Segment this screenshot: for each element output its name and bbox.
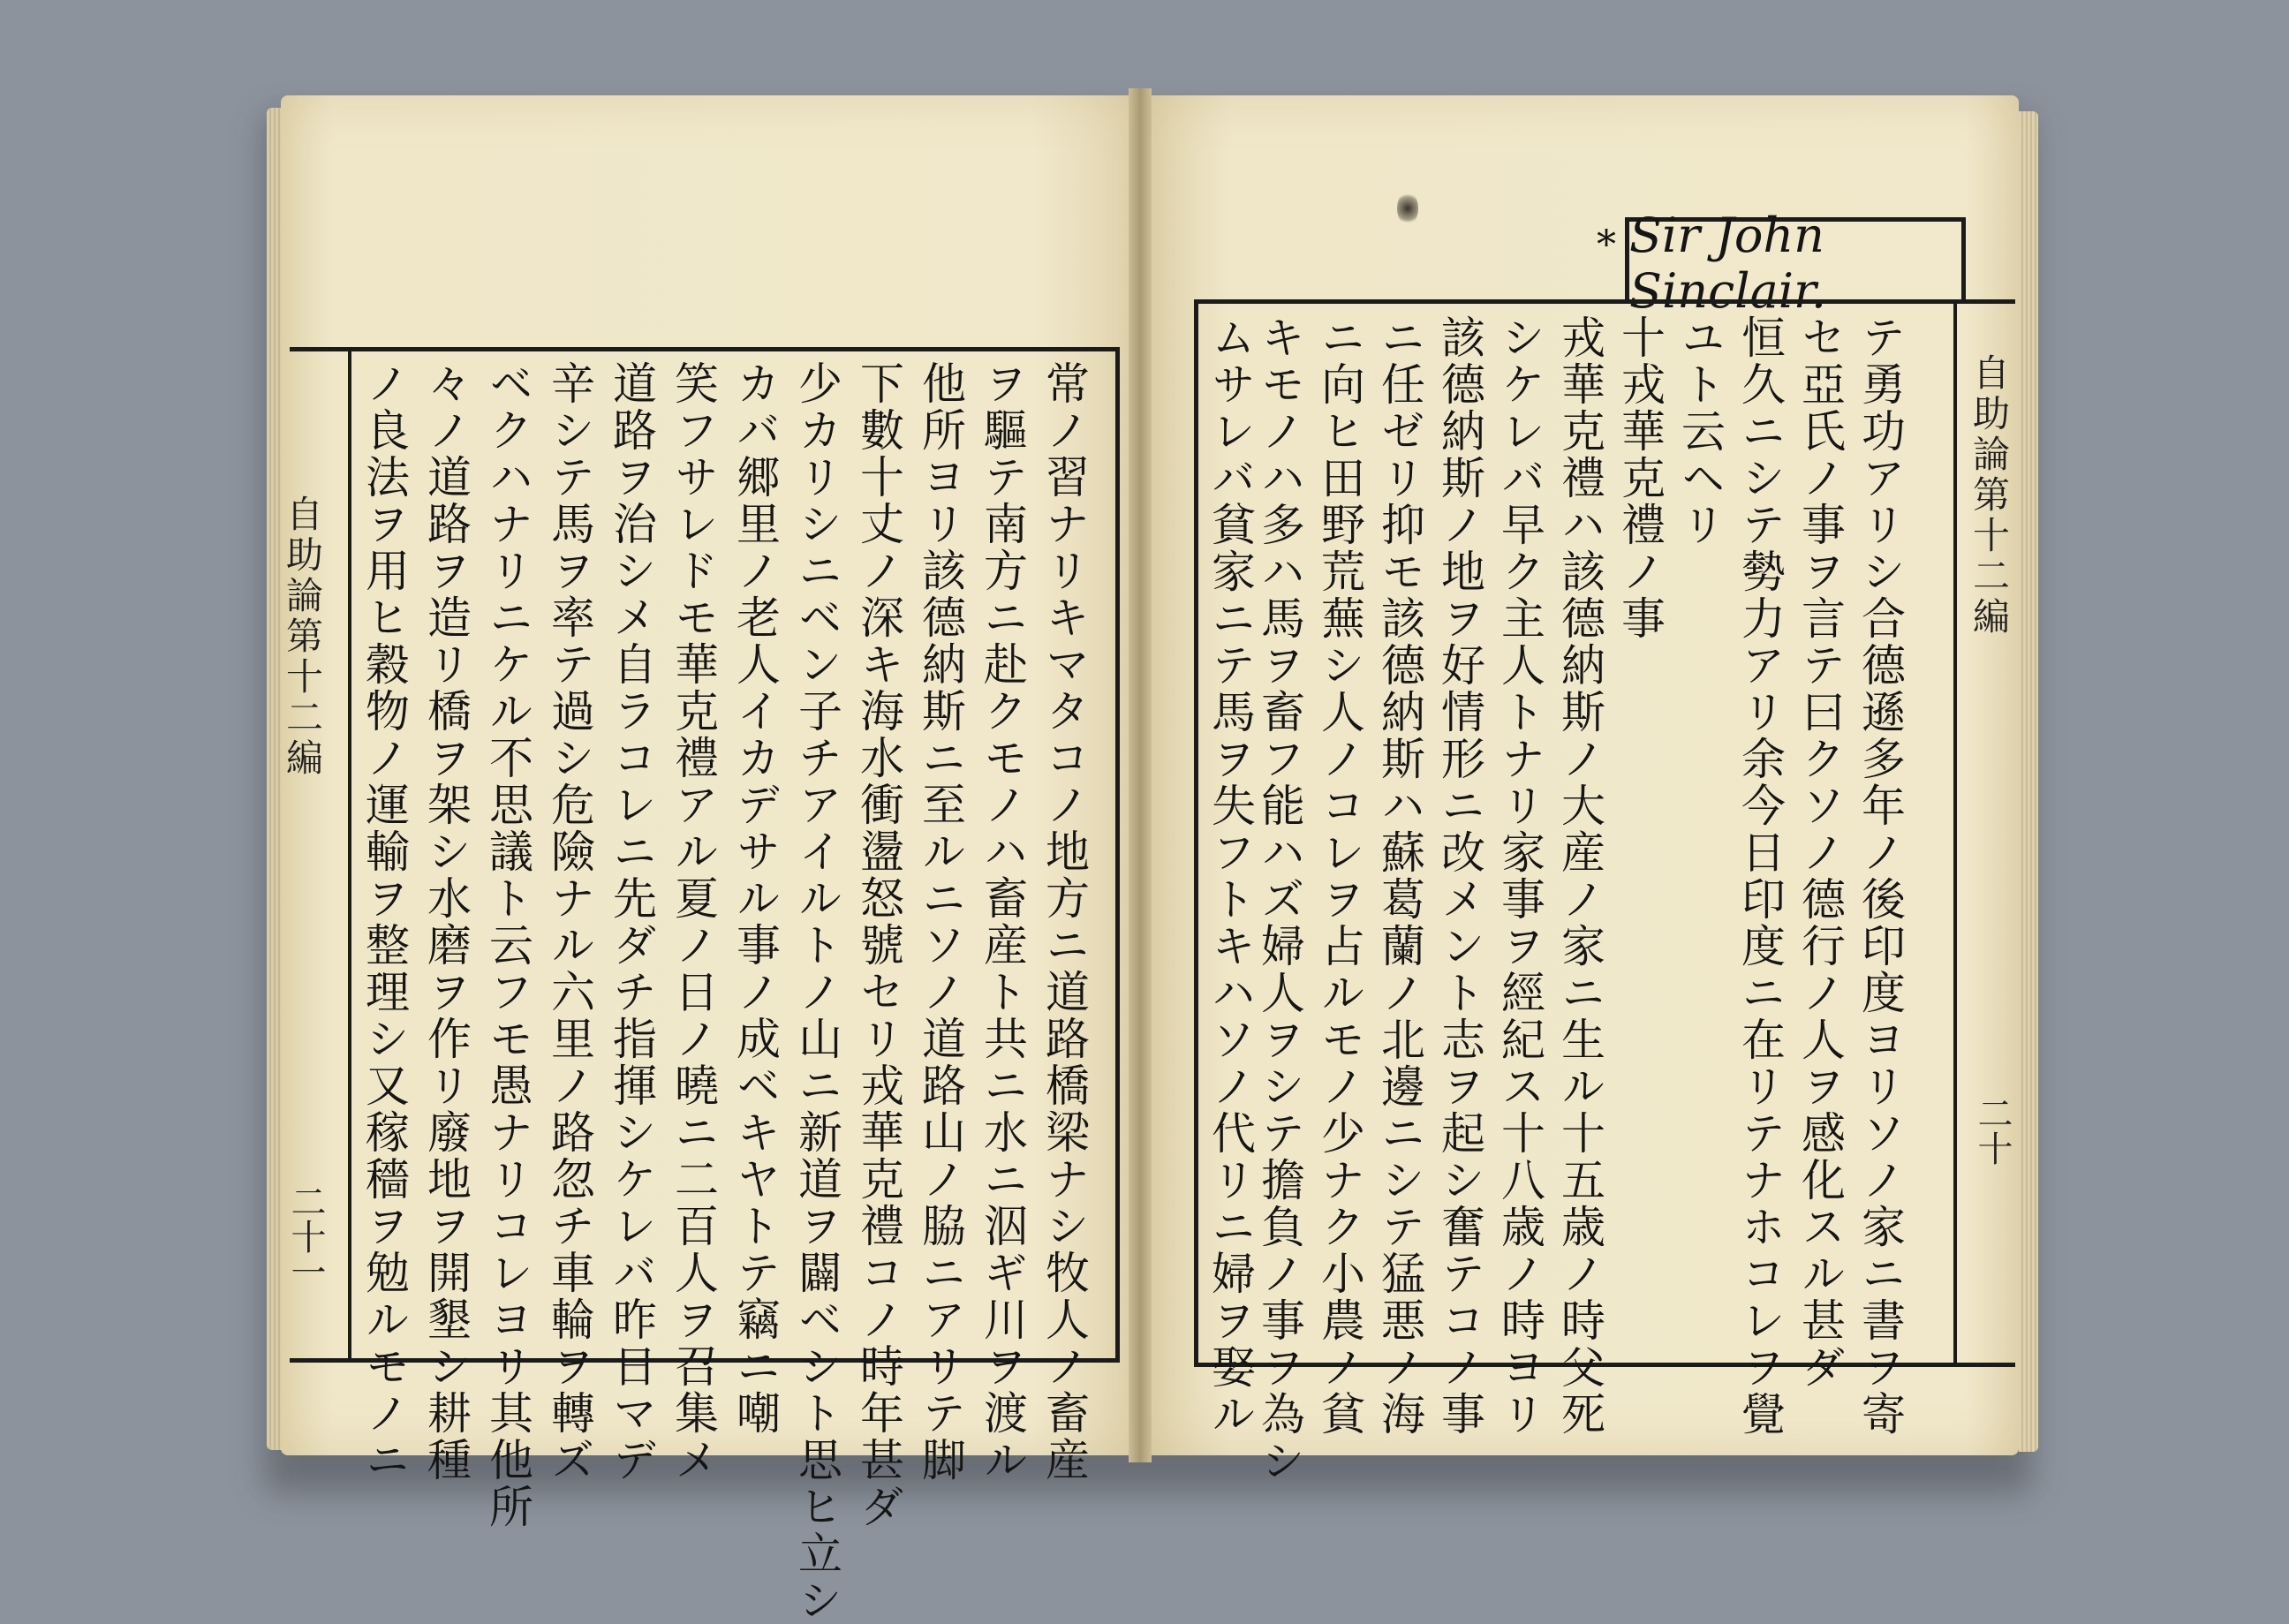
left-column-12: ノ良法ヲ用ヒ穀物ノ運輸ヲ整理シ又稼穡ヲ勉ルモノニ [359,360,410,1484]
left-header-rule [348,351,351,1358]
left-column-9: 辛シテ馬ヲ率テ過シ危險ナル六里ノ路忽チ車輪ヲ轉ズ [544,360,595,1484]
left-column-4: 下數十丈ノ深キ海水衝盪怒號セリ戎華克禮コノ時年甚ダ [853,360,904,1530]
right-column-2: セ亞氏ノ事ヲ言テ曰クソノ德行ノ人ヲ感化スル甚ダ [1794,314,1846,1391]
left-column-1: 常ノ習ナリキマタコノ地方ニ道路橋梁ナシ牧人ノ畜産 [1039,360,1090,1484]
right-column-11: キモノハ多ハ馬ヲ畜フ能ハズ婦人ヲシテ擔負ノ事ヲ為シ [1254,314,1305,1484]
left-column-6: カバ郷里ノ老人イカデサル事ノ成ベキヤトテ竊ニ嘲 [729,360,781,1437]
right-section-heading: 十戎華克禮ノ事 [1614,314,1666,642]
left-column-7: 笑フサレドモ華克禮アル夏ノ日ノ曉ニ二百人ヲ召集メ [668,360,719,1484]
annotation-box [1625,207,1966,319]
annotation-text: Sir John Sinclair. [1629,207,1827,319]
ink-smudge [1397,191,1418,226]
right-column-10: ニ向ヒ田野荒蕪シ人ノコレヲ占ルモノ少ナク小農ノ貧 [1314,314,1365,1438]
left-column-5: 少カリシニベン子チアイルトノ山ニ新道ヲ闢ベシト思ヒ立シ [791,360,842,1624]
right-column-6: 戎華克禮ハ該德納斯ノ大産ノ家ニ生ル十五歳ノ時父死 [1554,314,1605,1438]
right-column-7: シケレバ早ク主人トナリ家事ヲ經紀ス十八歳ノ時ヨリ [1494,314,1545,1438]
book-gutter [1129,88,1152,1462]
left-column-10: ベクハナリニケル不思議ト云フモ愚ナリコレヨリ其他所 [482,360,533,1530]
right-column-3: 恒久ニシテ勢力アリ余今日印度ニ在リテナホコレヲ覺 [1734,314,1786,1438]
left-running-header: 自助論第十二編 [281,495,324,779]
left-column-3: 他所ヨリ該德納斯ニ至ルニソノ道路山ノ脇ニアリテ脚 [915,360,966,1484]
right-column-4: ユト云ヘリ [1674,314,1726,548]
left-column-2: ヲ驅テ南方ニ赴クモノハ畜産ト共ニ水ニ泅ギ川ヲ渡ル [977,360,1028,1484]
right-column-1: テ勇功アリシ合德遜多年ノ後印度ヨリソノ家ニ書ヲ寄 [1855,314,1906,1438]
left-folio: 二十一 [285,1183,326,1289]
right-column-12: ムサレバ貧家ニテ馬ヲ失フトキハソノ代リニ婦ヲ娶ル [1205,314,1256,1438]
right-header-rule [1953,304,1957,1363]
right-folio: 二十 [1972,1095,2013,1166]
left-column-11: 々ノ道路ヲ造リ橋ヲ架シ水磨ヲ作リ廢地ヲ開墾シ耕種 [420,360,472,1484]
right-page-edge [2019,111,2038,1452]
annotation-marker: * [1597,223,1616,268]
right-running-header: 自助論第十二編 [1968,353,2011,638]
left-column-8: 道路ヲ治シメ自ラコレニ先ダチ指揮シケレバ昨日マデ [606,360,657,1484]
right-column-9: ニ任ゼリ抑モ該德納斯ハ蘇葛蘭ノ北邊ニシテ猛悪ノ海 [1374,314,1425,1438]
right-column-8: 該德納斯ノ地ヲ好情形ニ改メント志ヲ起シ奮テコノ事 [1434,314,1485,1438]
